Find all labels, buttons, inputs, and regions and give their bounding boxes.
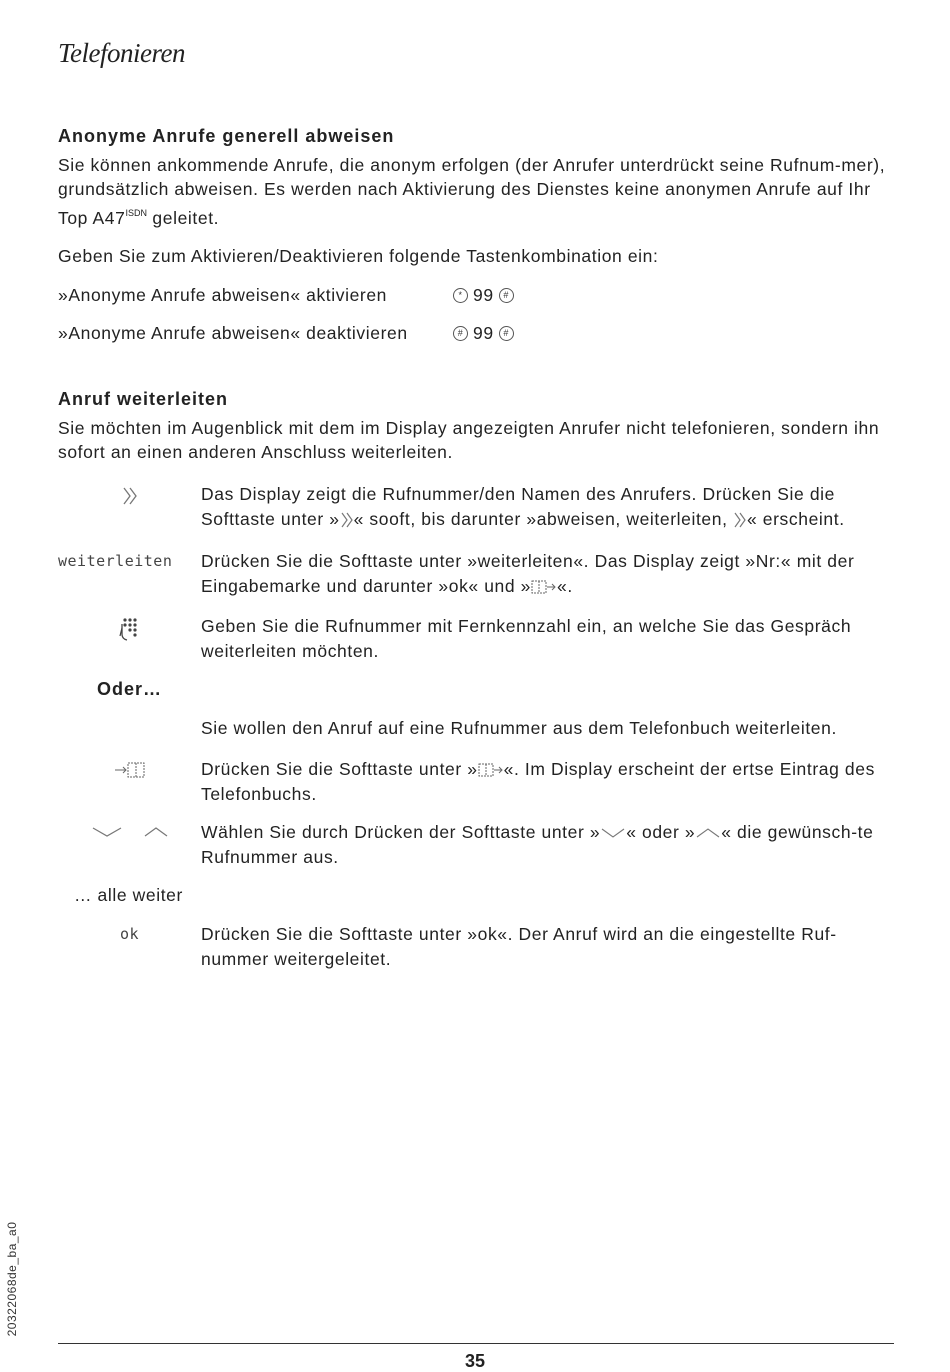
step-text: Drücken Sie die Softtaste unter »weiterleiten«. Das Display zeigt »Nr:« mit der Eingabemarke und darunter »ok« und » — [201, 551, 855, 596]
page-header-title: Telefonieren — [58, 38, 185, 68]
paragraph-intro: Sie möchten im Augenblick mit dem im Display angezeigten Anrufer nicht telefonieren, sondern ihn sofort an einen anderen Anschluss weiterleiten. — [58, 418, 880, 462]
code-digits: 99 — [473, 322, 494, 343]
softkey-ok-label: ok — [119, 925, 140, 943]
star-key-icon: * — [453, 288, 468, 303]
deactivate-row — [58, 320, 898, 346]
page-number: 35 — [464, 1351, 486, 1371]
section-heading: Anonyme Anrufe generell abweisen — [58, 126, 395, 146]
step-text: « oder » — [626, 822, 696, 842]
step-text: «. Im Display erscheint der ertse Eintrag des Telefonbuchs. — [201, 759, 875, 804]
step-text: Wählen Sie durch Drücken der Softtaste unter » — [201, 822, 601, 842]
chevron-down-icon — [91, 824, 123, 840]
code-digits: 99 — [473, 284, 494, 305]
hash-key-icon: # — [499, 288, 514, 303]
double-chevron-right-icon — [340, 511, 354, 529]
step-text: « erscheint. — [747, 509, 845, 529]
step-text: «. — [557, 576, 573, 596]
step-text: Das Display zeigt die Rufnummer/den Namen des Anrufers. Drücken Sie die Softtaste unter » — [201, 484, 835, 529]
chevron-down-icon — [600, 826, 626, 840]
arrow-phonebook-icon — [113, 760, 147, 780]
step-open-phonebook — [58, 757, 898, 807]
keypad-dial-icon — [118, 616, 142, 642]
section-heading: Anruf weiterleiten — [58, 389, 229, 409]
double-chevron-right-icon — [121, 485, 139, 507]
section-forward-call — [58, 389, 898, 478]
step-confirm-ok — [58, 922, 898, 972]
all-further-label: … alle weiter — [74, 885, 183, 905]
step-text: « die gewünsch-te Rufnummer aus. — [201, 822, 874, 867]
activate-row — [58, 282, 898, 308]
paragraph — [58, 153, 898, 230]
step-display-caller — [58, 482, 898, 532]
paragraph-text: Sie können ankommende Anrufe, die anonym erfolgen (der Anrufer unterdrückt seine Rufnum-mer), grundsätzlich abweisen. Es werden nach Aktivierung des Dienstes keine anonymen Anrufe auf Ihr Top A47 — [58, 155, 886, 228]
chevron-up-icon — [143, 824, 169, 840]
step-select-number — [58, 820, 898, 870]
softkey-weiterleiten-label: weiterleiten — [58, 552, 173, 570]
document-code: 20322068de_ba_a0 — [5, 1221, 19, 1337]
step-text: Drücken Sie die Softtaste unter »ok«. Der Anruf wird an die eingestellte Ruf-nummer weitergeleitet. — [201, 924, 837, 969]
footer-divider — [58, 1343, 894, 1344]
step-text: « sooft, bis darunter »abweisen, weiterleiten, — [353, 509, 733, 529]
step-text: Sie wollen den Anruf auf eine Rufnummer aus dem Telefonbuch weiterleiten. — [201, 718, 837, 738]
activate-code — [453, 285, 514, 306]
step-weiterleiten — [58, 549, 898, 599]
paragraph-text-end: geleitet. — [146, 208, 220, 228]
step-text: Geben Sie die Rufnummer mit Fernkennzahl ein, an welche Sie das Gespräch weiterleiten möchten. — [201, 616, 852, 661]
step-text: Drücken Sie die Softtaste unter » — [201, 759, 478, 779]
hash-key-icon: # — [499, 326, 514, 341]
activate-label: »Anonyme Anrufe abweisen« aktivieren — [58, 284, 388, 305]
paragraph-instruction: Geben Sie zum Aktivieren/Deaktivieren folgende Tastenkombination ein: — [58, 246, 659, 266]
step-enter-number — [58, 614, 898, 664]
phonebook-arrow-icon — [478, 762, 504, 778]
chevron-up-icon — [695, 826, 721, 840]
hash-key-icon: # — [453, 326, 468, 341]
step-phonebook-intro — [58, 716, 898, 741]
or-label: Oder… — [96, 679, 162, 699]
all-further-row — [58, 883, 898, 908]
superscript-isdn: ISDN — [125, 208, 147, 218]
section-anonymous-calls — [58, 126, 898, 358]
double-chevron-right-icon — [733, 511, 747, 529]
phonebook-arrow-icon — [531, 579, 557, 595]
deactivate-code — [453, 323, 514, 344]
deactivate-label: »Anonyme Anrufe abweisen« deaktivieren — [58, 322, 408, 343]
or-label-row — [58, 677, 898, 702]
